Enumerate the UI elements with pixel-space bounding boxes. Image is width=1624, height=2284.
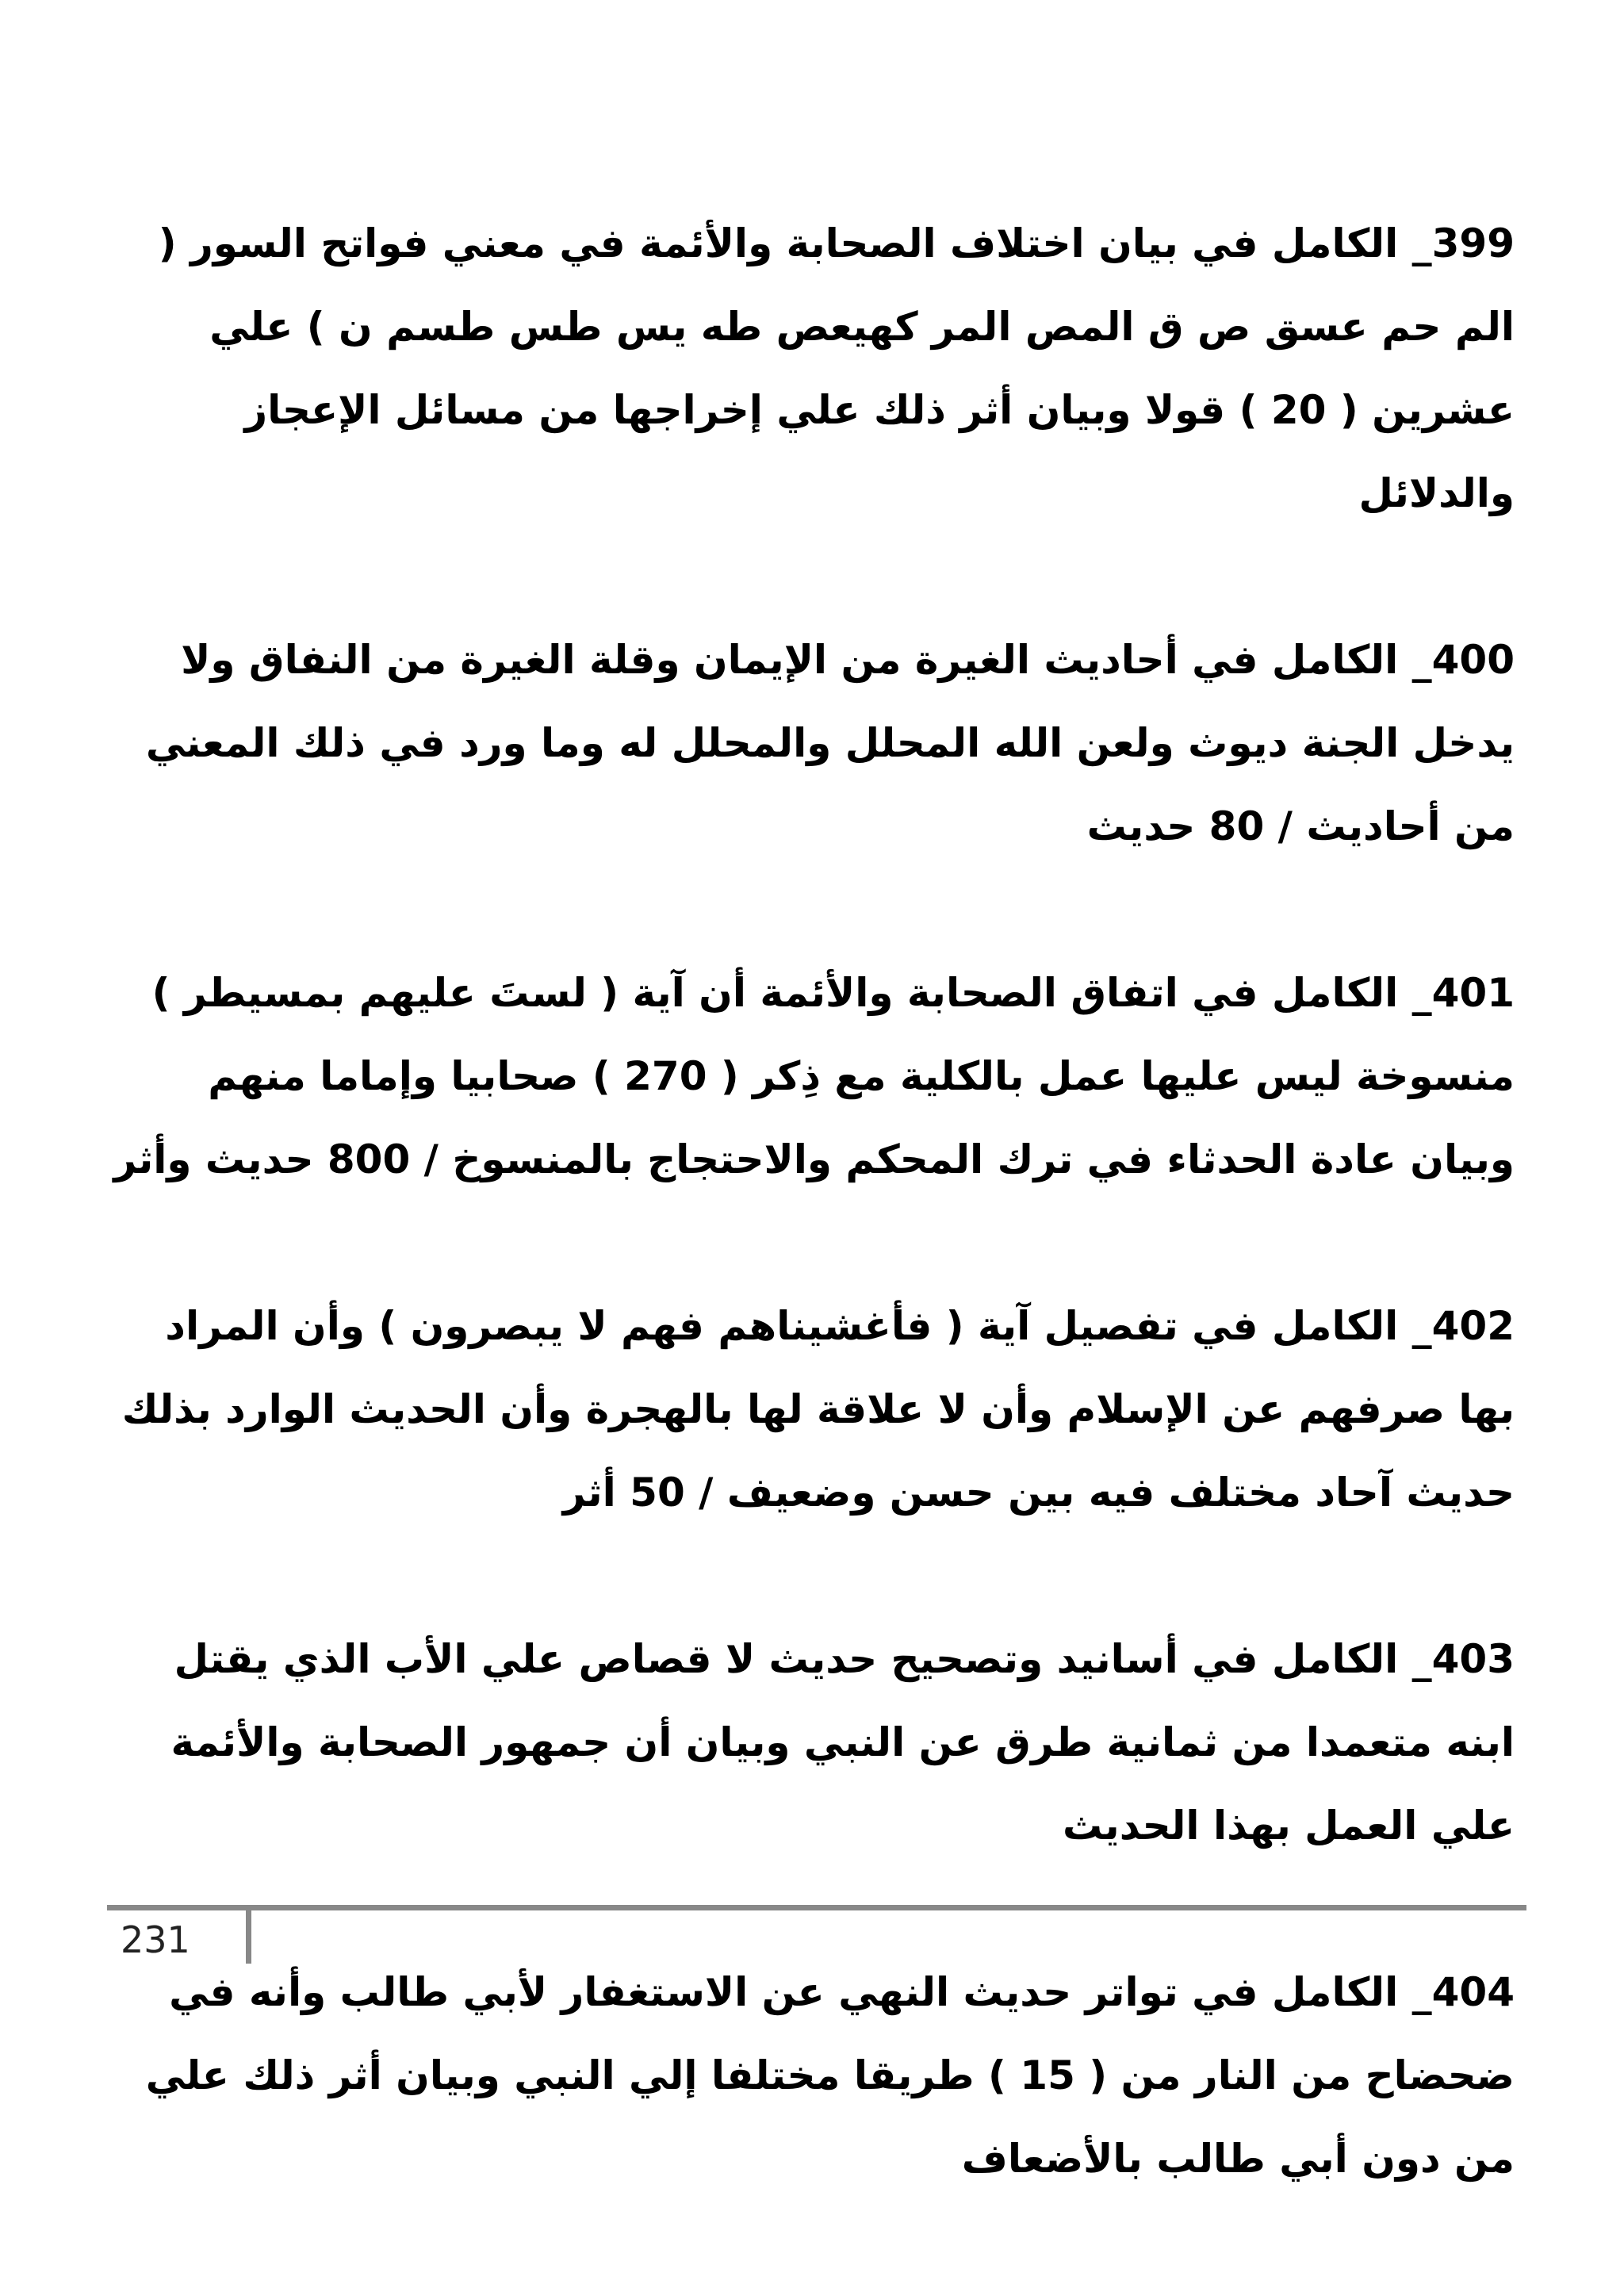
footer-divider-tick [246,1905,251,1964]
entry-400: 400_ الكامل في أحاديث الغيرة من الإيمان وقلة الغيرة من النفاق ولا يدخل الجنة ديوث ولعن الله المحلل والمحلل له وما ورد في ذلك المعني من أحاديث / 80 حديث [145,637,1515,849]
entry-402: 402_ الكامل في تفصيل آية ( فأغشيناهم فهم لا يبصرون ) وأن المراد بها صرفهم عن الإسلام وأن لا علاقة لها بالهجرة وأن الحديث الوارد بذلك حديث آحاد مختلف فيه بين حسن وضعيف / 50 أثر [121,1303,1515,1516]
entry-401: 401_ الكامل في اتفاق الصحابة والأئمة أن آية ( لستَ عليهم بمسيطر ) منسوخة ليس عليها عمل بالكلية مع ذِكر ( 270 ) صحابيا وإماما منهم وبيان عادة الحدثاء في ترك المحكم والاحتجاج بالمنسوخ / 800 حديث وأثر [113,970,1515,1182]
page-number: 231 [121,1918,190,1961]
footer-rule [107,1905,1526,1910]
entry-404: 404_ الكامل في تواتر حديث النهي عن الاستغفار لأبي طالب وأنه في ضحضاح من النار من ( 15 ) طريقا مختلفا إلي النبي وبيان أثر ذلك علي من دون أبي طالب بالأضعاف [145,1969,1515,2182]
page-body [111,202,1515,2284]
entry-399: 399_ الكامل في بيان اختلاف الصحابة والأئمة في معني فواتح السور ( الم حم عسق ص ق المص المر كهيعص طه يس طس طسم ن ) علي عشرين ( 20 ) قولا وبيان أثر ذلك علي إخراجها من مسائل الإعجاز والدلائل [158,220,1515,516]
entry-403: 403_ الكامل في أسانيد وتصحيح حديث لا قصاص علي الأب الذي يقتل ابنه متعمدا من ثمانية طرق عن النبي وبيان أن جمهور الصحابة والأئمة علي العمل بهذا الحديث [170,1636,1515,1849]
